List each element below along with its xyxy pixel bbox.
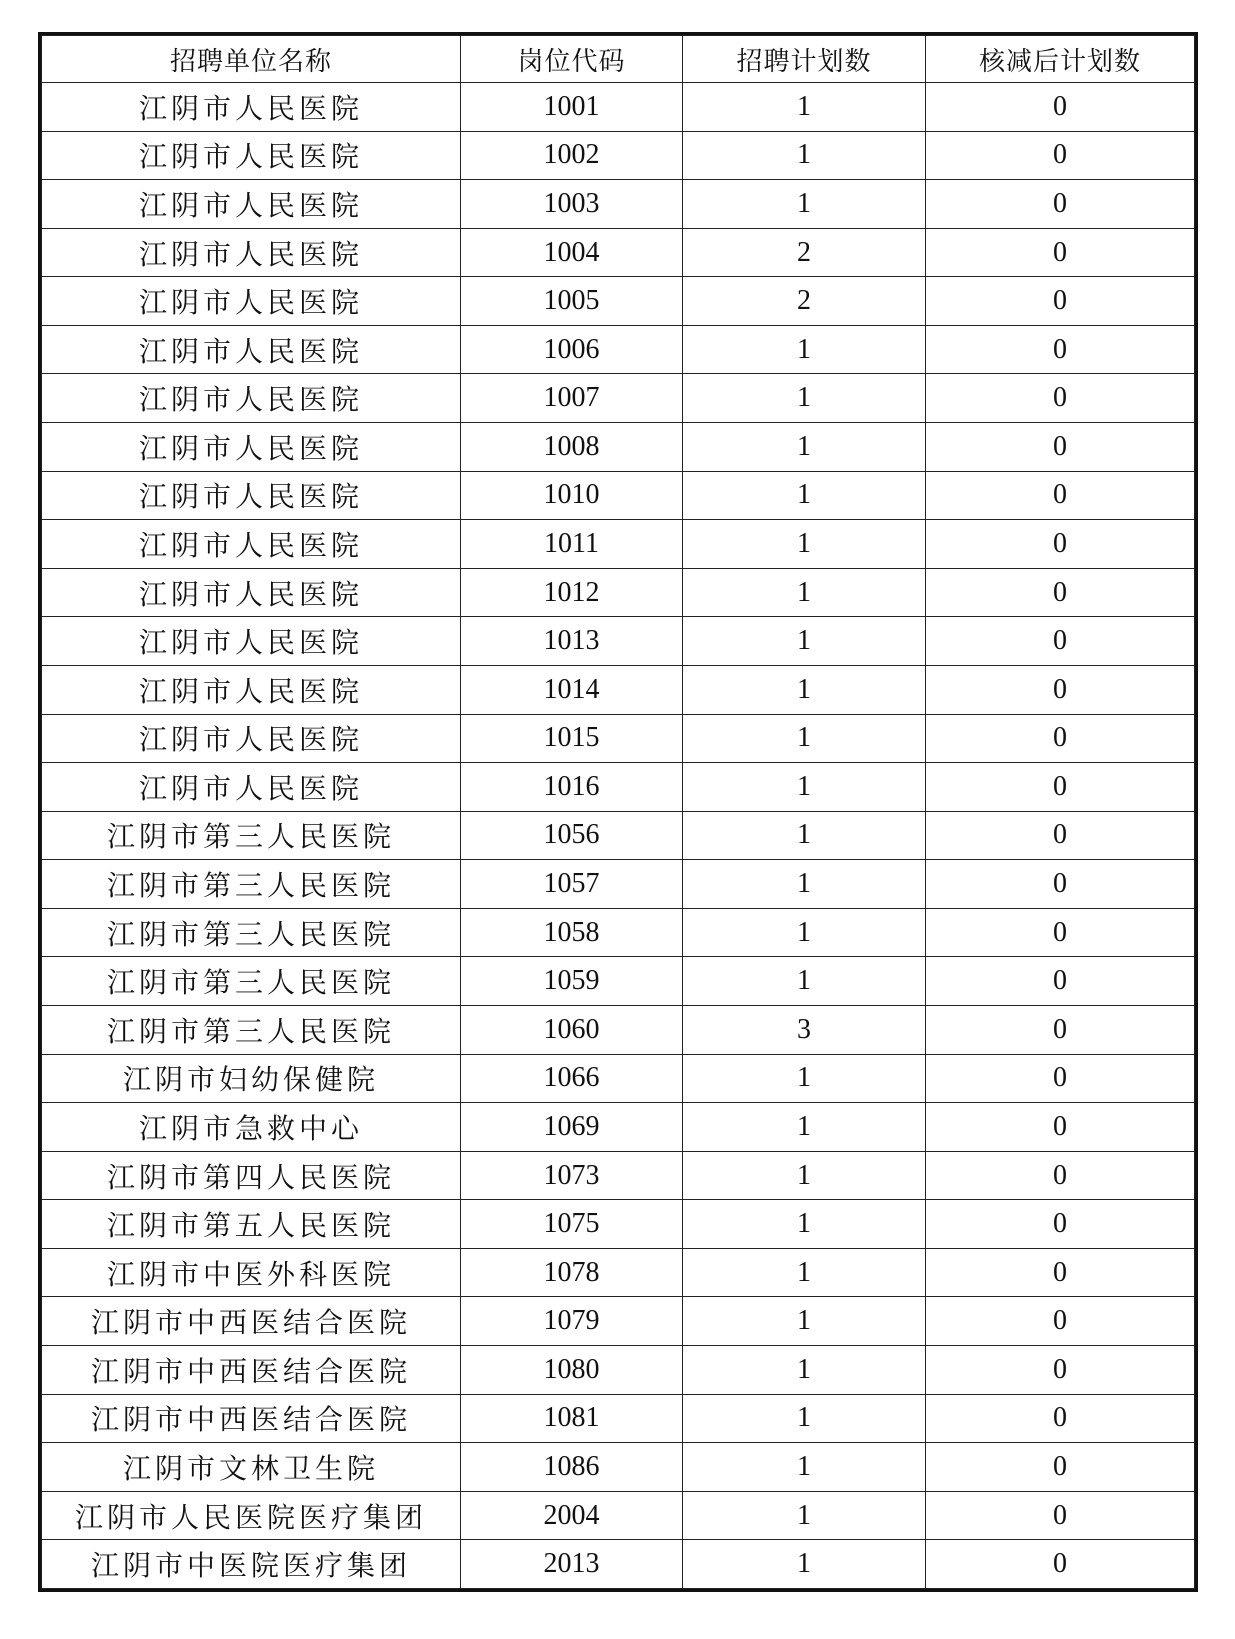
cell-unit-name: 江阴市人民医院 [42, 763, 461, 812]
cell-reduced-count: 0 [926, 1540, 1195, 1589]
cell-planned-count: 1 [683, 1394, 926, 1443]
column-header-reduced-count: 核减后计划数 [926, 36, 1195, 83]
table-row [42, 1443, 1195, 1492]
cell-planned-count: 1 [683, 1346, 926, 1395]
table-row [42, 1005, 1195, 1054]
cell-reduced-count: 0 [926, 520, 1195, 569]
table-row [42, 763, 1195, 812]
cell-planned-count: 1 [683, 860, 926, 909]
cell-planned-count: 1 [683, 131, 926, 180]
table-row [42, 811, 1195, 860]
cell-planned-count: 1 [683, 568, 926, 617]
cell-reduced-count: 0 [926, 957, 1195, 1006]
table-row [42, 1297, 1195, 1346]
cell-planned-count: 1 [683, 374, 926, 423]
cell-unit-name: 江阴市人民医院 [42, 423, 461, 472]
cell-planned-count: 1 [683, 617, 926, 666]
table-row [42, 374, 1195, 423]
table-row [42, 617, 1195, 666]
column-header-unit-name: 招聘单位名称 [42, 36, 461, 83]
table-row [42, 228, 1195, 277]
table-row [42, 714, 1195, 763]
cell-planned-count: 1 [683, 1248, 926, 1297]
cell-planned-count: 1 [683, 714, 926, 763]
cell-planned-count: 2 [683, 277, 926, 326]
cell-planned-count: 1 [683, 1443, 926, 1492]
cell-unit-name: 江阴市第三人民医院 [42, 957, 461, 1006]
cell-unit-name: 江阴市人民医院 [42, 131, 461, 180]
cell-reduced-count: 0 [926, 1394, 1195, 1443]
column-header-position-code: 岗位代码 [461, 36, 683, 83]
cell-unit-name: 江阴市人民医院 [42, 277, 461, 326]
cell-unit-name: 江阴市急救中心 [42, 1103, 461, 1152]
cell-reduced-count: 0 [926, 1200, 1195, 1249]
table-row [42, 471, 1195, 520]
cell-unit-name: 江阴市第三人民医院 [42, 1005, 461, 1054]
cell-reduced-count: 0 [926, 1443, 1195, 1492]
cell-position-code: 1005 [461, 277, 683, 326]
table-row [42, 1491, 1195, 1540]
cell-reduced-count: 0 [926, 83, 1195, 132]
cell-reduced-count: 0 [926, 763, 1195, 812]
cell-position-code: 1066 [461, 1054, 683, 1103]
cell-position-code: 1079 [461, 1297, 683, 1346]
cell-reduced-count: 0 [926, 1346, 1195, 1395]
table-row [42, 325, 1195, 374]
cell-planned-count: 3 [683, 1005, 926, 1054]
table-row [42, 665, 1195, 714]
cell-planned-count: 1 [683, 957, 926, 1006]
cell-unit-name: 江阴市第四人民医院 [42, 1151, 461, 1200]
cell-reduced-count: 0 [926, 131, 1195, 180]
cell-position-code: 1013 [461, 617, 683, 666]
cell-unit-name: 江阴市中西医结合医院 [42, 1346, 461, 1395]
cell-unit-name: 江阴市中西医结合医院 [42, 1297, 461, 1346]
cell-planned-count: 1 [683, 423, 926, 472]
cell-position-code: 1010 [461, 471, 683, 520]
cell-position-code: 1007 [461, 374, 683, 423]
cell-position-code: 1012 [461, 568, 683, 617]
table-row [42, 860, 1195, 909]
cell-unit-name: 江阴市人民医院 [42, 568, 461, 617]
cell-position-code: 1075 [461, 1200, 683, 1249]
cell-planned-count: 1 [683, 471, 926, 520]
cell-reduced-count: 0 [926, 714, 1195, 763]
column-header-planned-count: 招聘计划数 [683, 36, 926, 83]
cell-position-code: 2013 [461, 1540, 683, 1589]
cell-position-code: 1002 [461, 131, 683, 180]
table-body [42, 83, 1195, 1589]
cell-reduced-count: 0 [926, 374, 1195, 423]
cell-unit-name: 江阴市中医院医疗集团 [42, 1540, 461, 1589]
cell-unit-name: 江阴市人民医院 [42, 520, 461, 569]
cell-position-code: 1008 [461, 423, 683, 472]
cell-position-code: 1056 [461, 811, 683, 860]
cell-reduced-count: 0 [926, 1297, 1195, 1346]
table-header-row [42, 36, 1195, 83]
cell-unit-name: 江阴市人民医院 [42, 228, 461, 277]
cell-planned-count: 1 [683, 763, 926, 812]
cell-position-code: 1016 [461, 763, 683, 812]
cell-position-code: 1086 [461, 1443, 683, 1492]
table-row [42, 1103, 1195, 1152]
cell-unit-name: 江阴市第五人民医院 [42, 1200, 461, 1249]
cell-unit-name: 江阴市中西医结合医院 [42, 1394, 461, 1443]
cell-position-code: 1057 [461, 860, 683, 909]
table-row [42, 1248, 1195, 1297]
cell-unit-name: 江阴市第三人民医院 [42, 908, 461, 957]
cell-reduced-count: 0 [926, 811, 1195, 860]
table-row [42, 1346, 1195, 1395]
cell-planned-count: 1 [683, 1491, 926, 1540]
recruitment-plan-table [41, 35, 1195, 1589]
cell-reduced-count: 0 [926, 908, 1195, 957]
cell-planned-count: 1 [683, 520, 926, 569]
cell-unit-name: 江阴市人民医院 [42, 83, 461, 132]
cell-position-code: 1015 [461, 714, 683, 763]
cell-unit-name: 江阴市人民医院 [42, 180, 461, 229]
cell-unit-name: 江阴市人民医院 [42, 665, 461, 714]
cell-planned-count: 1 [683, 811, 926, 860]
cell-reduced-count: 0 [926, 325, 1195, 374]
cell-reduced-count: 0 [926, 180, 1195, 229]
cell-position-code: 1058 [461, 908, 683, 957]
cell-position-code: 1014 [461, 665, 683, 714]
cell-unit-name: 江阴市中医外科医院 [42, 1248, 461, 1297]
cell-reduced-count: 0 [926, 277, 1195, 326]
cell-reduced-count: 0 [926, 228, 1195, 277]
cell-reduced-count: 0 [926, 1248, 1195, 1297]
cell-position-code: 1006 [461, 325, 683, 374]
cell-position-code: 1080 [461, 1346, 683, 1395]
cell-position-code: 1003 [461, 180, 683, 229]
cell-planned-count: 2 [683, 228, 926, 277]
cell-unit-name: 江阴市文林卫生院 [42, 1443, 461, 1492]
cell-unit-name: 江阴市第三人民医院 [42, 860, 461, 909]
cell-reduced-count: 0 [926, 1103, 1195, 1152]
cell-planned-count: 1 [683, 1103, 926, 1152]
recruitment-plan-table-frame [38, 32, 1198, 1592]
cell-unit-name: 江阴市人民医院 [42, 471, 461, 520]
cell-unit-name: 江阴市第三人民医院 [42, 811, 461, 860]
cell-planned-count: 1 [683, 1200, 926, 1249]
cell-position-code: 1081 [461, 1394, 683, 1443]
cell-planned-count: 1 [683, 1297, 926, 1346]
cell-planned-count: 1 [683, 325, 926, 374]
table-row [42, 957, 1195, 1006]
cell-reduced-count: 0 [926, 617, 1195, 666]
cell-unit-name: 江阴市人民医院医疗集团 [42, 1491, 461, 1540]
cell-position-code: 1060 [461, 1005, 683, 1054]
cell-planned-count: 1 [683, 1054, 926, 1103]
cell-reduced-count: 0 [926, 1151, 1195, 1200]
cell-reduced-count: 0 [926, 1005, 1195, 1054]
cell-planned-count: 1 [683, 665, 926, 714]
cell-unit-name: 江阴市人民医院 [42, 374, 461, 423]
cell-position-code: 1059 [461, 957, 683, 1006]
cell-planned-count: 1 [683, 83, 926, 132]
cell-position-code: 1011 [461, 520, 683, 569]
cell-reduced-count: 0 [926, 423, 1195, 472]
cell-reduced-count: 0 [926, 860, 1195, 909]
table-row [42, 1394, 1195, 1443]
cell-position-code: 2004 [461, 1491, 683, 1540]
table-row [42, 277, 1195, 326]
cell-unit-name: 江阴市妇幼保健院 [42, 1054, 461, 1103]
cell-position-code: 1001 [461, 83, 683, 132]
cell-planned-count: 1 [683, 1540, 926, 1589]
table-row [42, 1054, 1195, 1103]
cell-planned-count: 1 [683, 180, 926, 229]
cell-reduced-count: 0 [926, 1491, 1195, 1540]
cell-reduced-count: 0 [926, 665, 1195, 714]
table-row [42, 520, 1195, 569]
table-row [42, 131, 1195, 180]
table-row [42, 1200, 1195, 1249]
table-row [42, 83, 1195, 132]
cell-planned-count: 1 [683, 1151, 926, 1200]
cell-unit-name: 江阴市人民医院 [42, 714, 461, 763]
cell-position-code: 1078 [461, 1248, 683, 1297]
cell-reduced-count: 0 [926, 568, 1195, 617]
cell-position-code: 1069 [461, 1103, 683, 1152]
cell-reduced-count: 0 [926, 1054, 1195, 1103]
cell-reduced-count: 0 [926, 471, 1195, 520]
table-row [42, 423, 1195, 472]
cell-planned-count: 1 [683, 908, 926, 957]
cell-position-code: 1073 [461, 1151, 683, 1200]
cell-unit-name: 江阴市人民医院 [42, 325, 461, 374]
table-row [42, 1151, 1195, 1200]
table-row [42, 180, 1195, 229]
cell-position-code: 1004 [461, 228, 683, 277]
table-row [42, 908, 1195, 957]
table-row [42, 1540, 1195, 1589]
cell-unit-name: 江阴市人民医院 [42, 617, 461, 666]
table-row [42, 568, 1195, 617]
